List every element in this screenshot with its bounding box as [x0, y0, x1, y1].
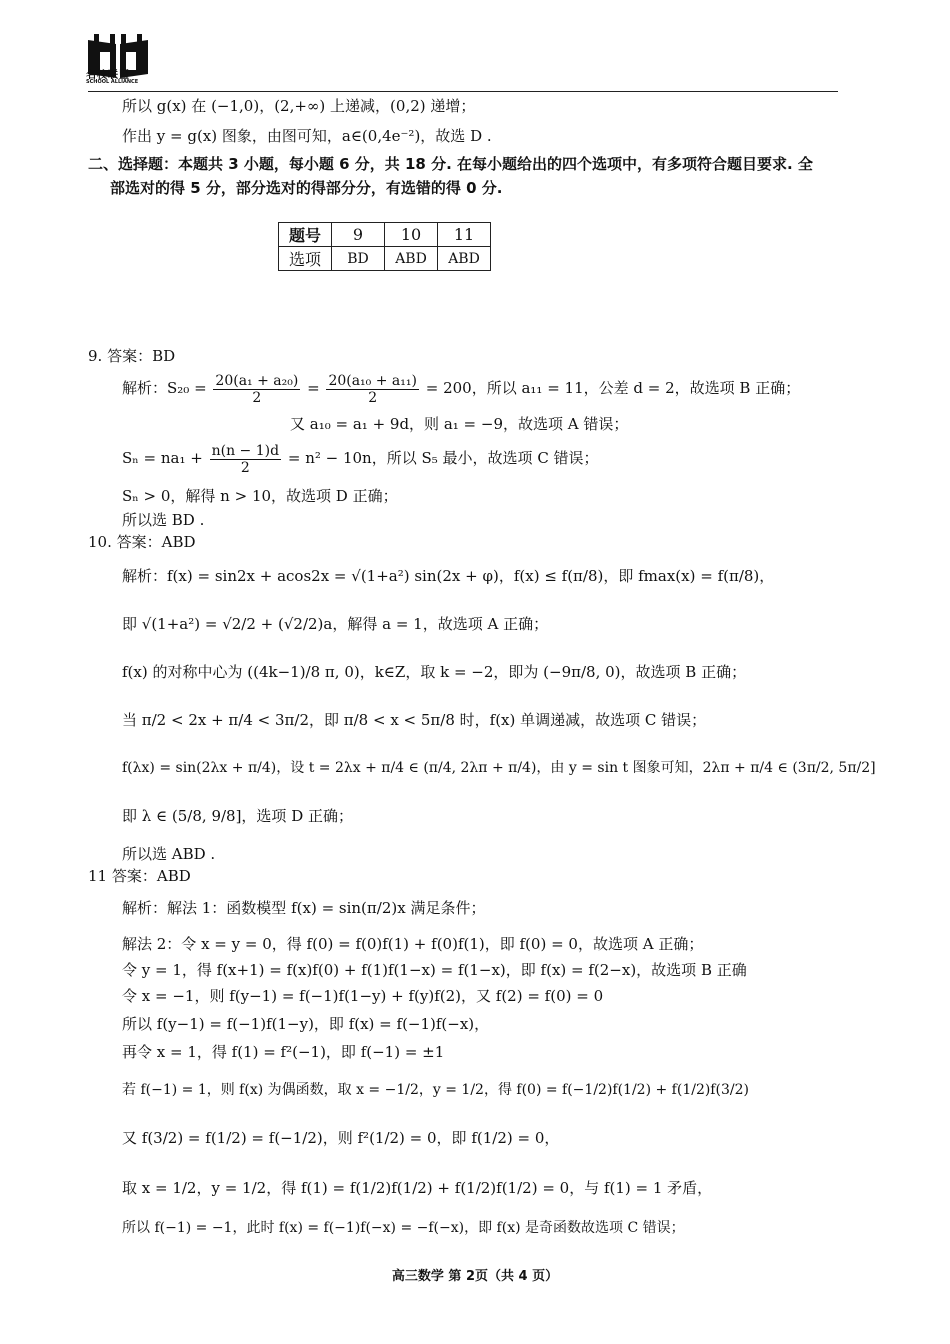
table-cell: 10 [385, 223, 438, 247]
numerator: n(n − 1)d [211, 442, 280, 459]
question-9-answer: 9. 答案：BD [88, 347, 176, 365]
text-line: 所以 g(x) 在 (−1,0)，(2,+∞) 上递减，(0,2) 递增； [122, 97, 476, 115]
fraction [210, 443, 281, 476]
page-footer: 高三数学 第 2页（共 4 页） [391, 1269, 559, 1284]
table-cell: ABD [385, 247, 438, 271]
text-line: 作出 y = g(x) 图象，由图可知，a∈(0,4e⁻²)，故选 D . [122, 127, 492, 145]
q9-text: = 200，所以 a₁₁ = 11，公差 d = 2，故选项 B 正确； [425, 379, 801, 397]
denominator: 2 [240, 459, 250, 476]
question-9-line: Sₙ > 0，解得 n > 10，故选项 D 正确； [122, 487, 398, 505]
table-header-cell: 题号 [279, 223, 332, 247]
question-10-line: 即 √(1+a²) = √2/2 + (√2/2)a，解得 a = 1，故选项 A 正确； [122, 615, 549, 633]
denominator: 2 [252, 389, 262, 406]
question-11-line: 令 y = 1，得 f(x+1) = f(x)f(0) + f(1)f(1−x) = f(1−x)，即 f(x) = f(2−x)，故选项 B 正确 [122, 961, 747, 979]
logo-text-en: SCHOOL ALLIANCE [86, 79, 139, 85]
question-10-line: 即 λ ∈ (5/8, 9/8]，选项 D 正确； [122, 807, 353, 825]
question-9-line: 所以选 BD . [122, 511, 205, 529]
fraction [213, 373, 300, 406]
question-11-line: 再令 x = 1，得 f(1) = f²(−1)，即 f(−1) = ±1 [122, 1043, 445, 1061]
question-10-line: 解析：f(x) = sin2x + acos2x = √(1+a²) sin(2x + φ)，f(x) ≤ f(π/8)，即 fmax(x) = f(π/8)， [122, 567, 775, 585]
question-11-line: 解法 2：令 x = y = 0，得 f(0) = f(0)f(1) + f(0)f(1)，即 f(0) = 0，故选项 A 正确； [122, 935, 704, 953]
question-11-line: 又 f(3/2) = f(1/2) = f(−1/2)，则 f²(1/2) = 0，即 f(1/2) = 0， [122, 1129, 560, 1147]
table-cell: 11 [438, 223, 491, 247]
question-11-line: 若 f(−1) = 1，则 f(x) 为偶函数，取 x = −1/2，y = 1/2，得 f(0) = f(−1/2)f(1/2) + f(1/2)f(3/2) [122, 1082, 749, 1098]
q9-text: Sₙ = na₁ + [122, 449, 203, 467]
table-header-cell: 选项 [279, 247, 332, 271]
answer-table [278, 222, 491, 271]
question-10-line: 当 π/2 < 2x + π/4 < 3π/2，即 π/8 < x < 5π/8 时，f(x) 单调递减，故选项 C 错误； [122, 711, 707, 729]
numerator: 20(a₁₀ + a₁₁) [328, 372, 417, 389]
table-cell: 9 [332, 223, 385, 247]
question-10-line: f(x) 的对称中心为 ((4k−1)/8 π, 0)，k∈Z，取 k = −2，即为 (−9π/8, 0)，故选项 B 正确； [122, 663, 747, 681]
question-9-line: 解析：S₂₀ = $\frac{\text{20(a₁ + a₂₀)}}{2}$ = $\frac{\text{20(a₁₀ + a₁₁)}}{2}$ = 200，所以 a₁₁ = 11，公差 d = 2，故选项 B 正确； [122, 372, 801, 406]
question-11-line: 令 x = −1，则 f(y−1) = f(−1)f(1−y) + f(y)f(2)，又 f(2) = f(0) = 0 [122, 987, 604, 1005]
table-cell: BD [332, 247, 385, 271]
table-cell: ABD [438, 247, 491, 271]
q9-text: = n² − 10n，所以 S₅ 最小，故选项 C 错误； [287, 449, 599, 467]
question-11-line: 所以 f(y−1) = f(−1)f(1−y)，即 f(x) = f(−1)f(−x)， [122, 1015, 490, 1033]
denominator: 2 [368, 389, 378, 406]
question-10-answer: 10. 答案：ABD [88, 533, 196, 551]
question-10-line: 所以选 ABD . [122, 845, 216, 863]
question-9-line: 又 a₁₀ = a₁ + 9d，则 a₁ = −9，故选项 A 错误； [290, 415, 629, 433]
question-11-line: 解析：解法 1：函数模型 f(x) = sin(π/2)x 满足条件； [122, 899, 486, 917]
q9-text: 解析：S₂₀ = [122, 379, 207, 397]
fraction [326, 373, 419, 406]
question-11-line: 所以 f(−1) = −1，此时 f(x) = f(−1)f(−x) = −f(−x)，即 f(x) 是奇函数故选项 C 错误； [122, 1220, 685, 1236]
question-11-line: 取 x = 1/2，y = 1/2，得 f(1) = f(1/2)f(1/2) + f(1/2)f(1/2) = 0，与 f(1) = 1 矛盾， [122, 1179, 713, 1197]
numerator: 20(a₁ + a₂₀) [215, 372, 299, 389]
question-11-answer: 11 答案：ABD [88, 867, 191, 885]
section-heading: 二、选择题：本题共 3 小题，每小题 6 分，共 18 分. 在每小题给出的四个选项中，有多项符合题目要求. 全 [88, 155, 813, 173]
question-10-line: f(λx) = sin(2λx + π/4)，设 t = 2λx + π/4 ∈ (π/4, 2λπ + π/4)，由 y = sin t 图象可知，2λπ + π/4 ∈ (3π/2, 5π/2] [122, 760, 876, 776]
table-row [279, 223, 491, 247]
question-9-line [122, 438, 599, 478]
section-heading-cont: 部选对的得 5 分，部分选对的得部分分，有选错的得 0 分. [110, 179, 503, 197]
header-divider [88, 91, 838, 92]
logo-text-cn: 名校联盟 [86, 70, 130, 81]
table-row [279, 247, 491, 271]
